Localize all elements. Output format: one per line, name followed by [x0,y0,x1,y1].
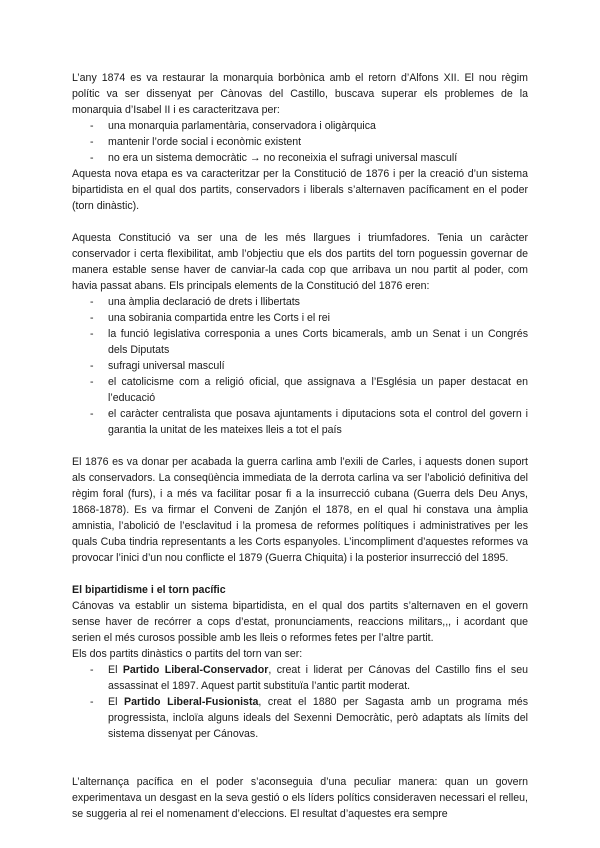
war-paragraph: El 1876 es va donar per acabada la guerra carlina amb l’exili de Carles, i aquests donen suport als conservadors. La conseqüència immediata de la derrota carlina va ser l’abolició definitiva del règim foral (furs), i a més va facilitar posar fi a la insurrecció cubana (Guerra dels Deu Anys, 1868-1878). Es va firmar el Conveni de Zanjón el 1878, en el qual hi constava una àmplia amnistia, l’abolició de l’esclavitud i la promesa de reformes polítiques i administratives per les quals Cuba tindria representants a les Corts espanyoles. L’incompliment d’aquestes reformes va provocar l’inici d’un nou conflicte el 1879 (Guerra Chiquita) i la posterior insurrecció del 1895. [72,456,528,564]
parties-intro: Els dos partits dinàstics o partits del torn van ser: [72,648,303,660]
parties-list [72,662,528,742]
list-item: - la funció legislativa corresponia a unes Corts bicamerals, amb un Senat i un Congrés dels Diputats [90,328,528,356]
list-item: - no era un sistema democràtic → no reconeixia el sufragi universal masculí [90,152,458,164]
list-item: - mantenir l’orde social i econòmic existent [90,136,302,148]
intro-list [72,118,528,166]
list-item: - una sobirania compartida entre les Corts i el rei [90,312,330,324]
list-item: - una monarquia parlamentària, conservadora i oligàrquica [90,120,376,132]
section-heading: El bipartidisme i el torn pacífic [72,584,226,596]
list-item: - sufragi universal masculí [90,360,225,372]
list-item: - El Partido Liberal-Conservador, creat i liderat per Cánovas del Castillo fins el seu assassinat el 1897. Aquest partit substituïa l’antic partit moderat. [90,664,528,692]
list-item: - el caràcter centralista que posava ajuntaments i diputacions sota el control del govern i garantia la unitat de les mateixes lleis a tot el país [90,408,528,436]
constitution-paragraph: Aquesta Constitució va ser una de les més llargues i triumfadores. Tenia un caràcter conservador i certa flexibilitat, amb l’objectiu que els dos partits del torn poguessin governar de manera estable sense haver de canviar-la cada cop que arribava un nou partit al poder, com havia passat abans. Els principals elements de la Constitució del 1876 eren: [72,232,528,292]
party-name: Partido Liberal-Fusionista [124,696,259,708]
party-name: Partido Liberal-Conservador [122,664,269,676]
constitution-list [72,294,528,438]
intro-paragraph: L’any 1874 es va restaurar la monarquia borbònica amb el retorn d’Alfons XII. El nou règim polític va ser dissenyat per Cànovas del Castillo, buscava superar els problemes de la monarquia d’Isabel II i es caracteritzava per: [72,72,528,116]
list-item: - El Partido Liberal-Fusionista, creat el 1880 per Sagasta amb un programa més progressista, incloïa alguns ideals del Sexenni Democràtic, però adaptats als límits del sistema dissenyat per Cánovas. [90,696,528,740]
intro-paragraph-2: Aquesta nova etapa es va caracteritzar per la Constitució de 1876 i per la creació d’un sistema bipartidista en el qual dos partits, conservadors i liberals s’alternaven pacíficament en el poder (torn dinàstic). [72,168,528,212]
alternanca-paragraph: L’alternança pacífica en el poder s’aconseguia d’una peculiar manera: quan un govern experimentava un desgast en la seva gestió o els líders polítics consideraven necessari el relleu, se suggeria al rei el nomenament d’eleccions. El resultat d’aquestes era sempre [72,776,528,820]
bipartidisme-paragraph: Cánovas va establir un sistema bipartidista, en el qual dos partits s’alternaven en el govern sense haver de recórrer a cops d’estat, pronunciaments, reaccions militars,,, i acordant que serien el més curosos possible amb les lleis o reformes fetes per l’altre partit. [72,600,528,644]
list-item: - una àmplia declaració de drets i llibertats [90,296,300,308]
list-item: - el catolicisme com a religió oficial, que assignava a l’Església un paper destacat en l’educació [90,376,528,404]
document-page [72,70,528,822]
